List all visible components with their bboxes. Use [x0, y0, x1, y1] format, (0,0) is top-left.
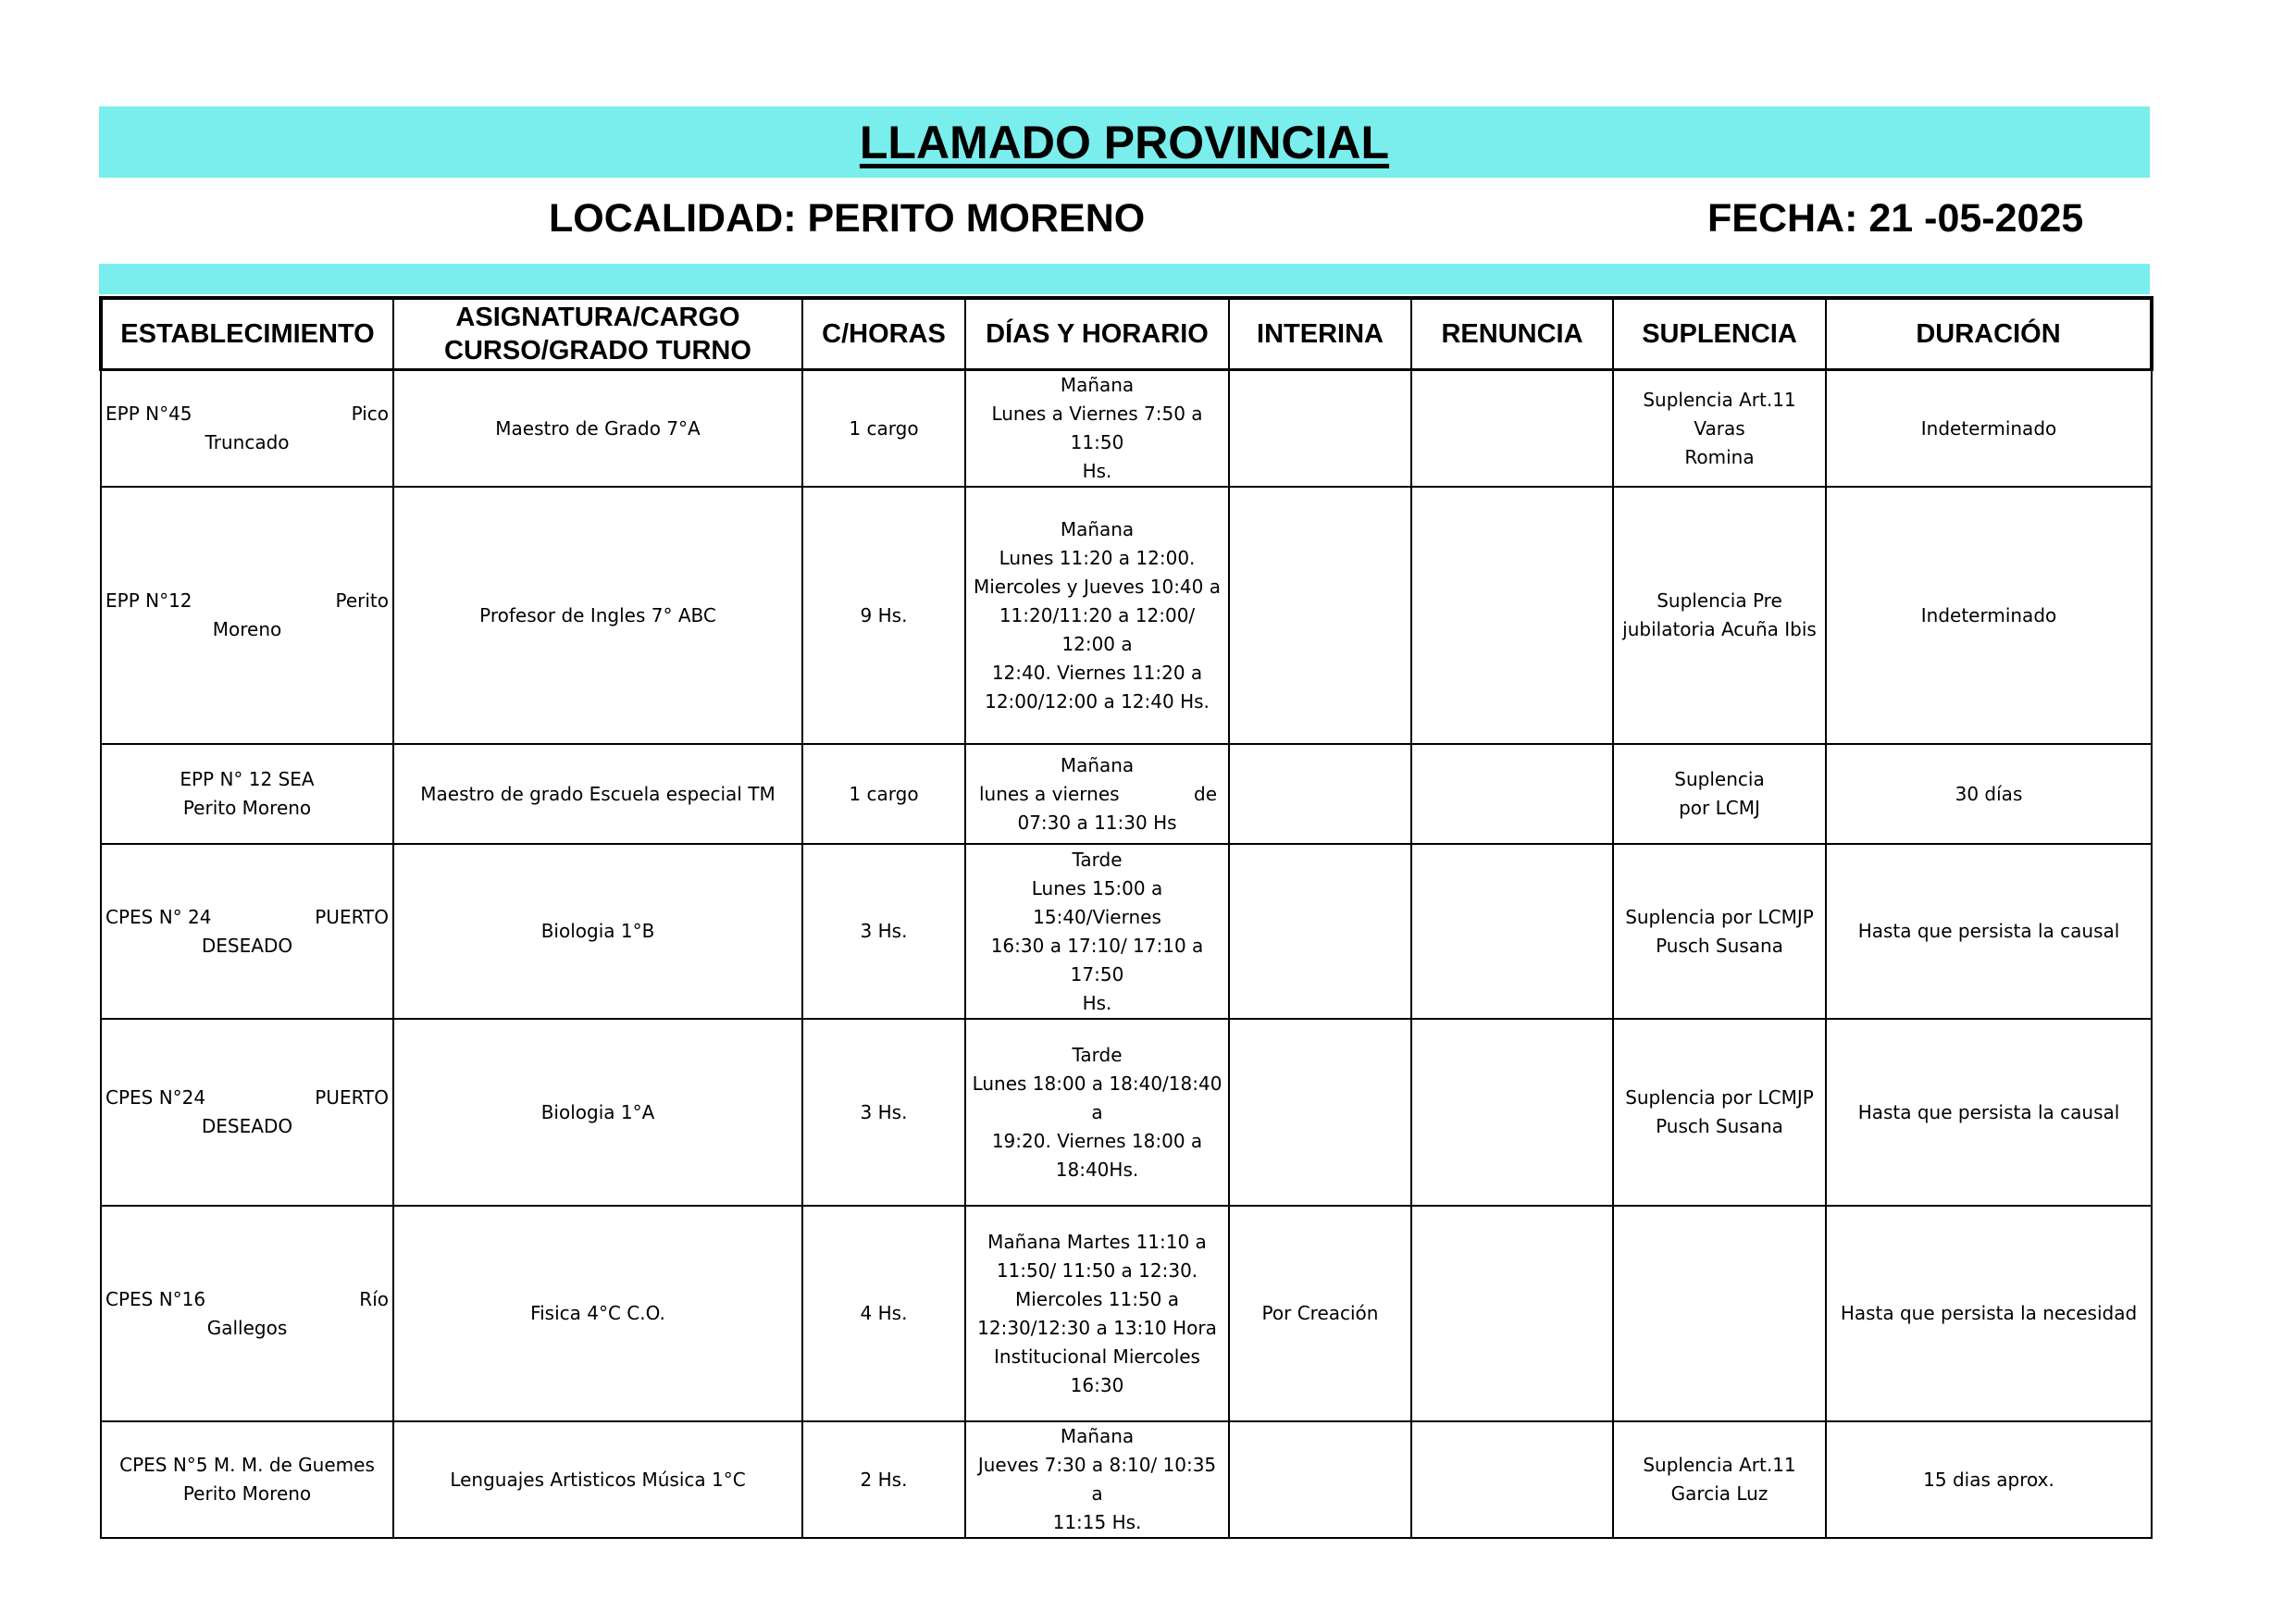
- cell-interina: [1229, 1421, 1411, 1538]
- cell-establecimiento: [101, 844, 393, 1019]
- horario-horas: 07:30 a 11:30 Hs: [1017, 811, 1177, 834]
- cell-interina: [1229, 370, 1411, 488]
- cell-interina: Por Creación: [1229, 1206, 1411, 1421]
- estab-code: EPP N°45: [105, 403, 192, 425]
- cell-duracion: Hasta que persista la causal: [1826, 844, 2152, 1019]
- estab-code: EPP N°12: [105, 589, 192, 612]
- table-row: [101, 744, 2152, 844]
- cell-interina: [1229, 744, 1411, 844]
- cell-asignatura: Maestro de Grado 7°A: [393, 370, 802, 488]
- estab-code: CPES N°24: [105, 1086, 206, 1109]
- estab-city-part: Río: [359, 1287, 389, 1310]
- table-row: [101, 844, 2152, 1019]
- cell-horario: Tarde Lunes 18:00 a 18:40/18:40 a 19:20. Viernes 18:00 a 18:40Hs.: [965, 1019, 1229, 1206]
- estab-code: CPES N°16: [105, 1287, 206, 1310]
- cell-suplencia: Suplencia por LCMJP Pusch Susana: [1613, 844, 1826, 1019]
- cell-horas: 2 Hs.: [802, 1421, 965, 1538]
- cell-horario: [965, 744, 1229, 844]
- table-row: [101, 1019, 2152, 1206]
- cell-duracion: Indeterminado: [1826, 487, 2152, 744]
- cell-asignatura: Maestro de grado Escuela especial TM: [393, 744, 802, 844]
- cell-establecimiento: [101, 1206, 393, 1421]
- cell-horas: 3 Hs.: [802, 844, 965, 1019]
- cell-asignatura: Profesor de Ingles 7° ABC: [393, 487, 802, 744]
- col-header-interina: INTERINA: [1229, 298, 1411, 370]
- header-row: [99, 185, 2150, 259]
- page-title: LLAMADO PROVINCIAL: [859, 116, 1390, 168]
- cell-horario: Mañana Jueves 7:30 a 8:10/ 10:35 a 11:15 Hs.: [965, 1421, 1229, 1538]
- estab-city-part: DESEADO: [201, 1115, 293, 1137]
- cell-horario: Mañana Lunes 11:20 a 12:00. Miercoles y Jueves 10:40 a 11:20/11:20 a 12:00/ 12:00 a 12:40. Viernes 11:20 a 12:00/12:00 a 12:40 Hs.: [965, 487, 1229, 744]
- cell-horas: 1 cargo: [802, 744, 965, 844]
- cell-interina: [1229, 844, 1411, 1019]
- fecha-label: FECHA: 21 -05-2025: [1707, 196, 2084, 241]
- estab-city-part: DESEADO: [201, 934, 293, 957]
- cell-suplencia: Suplencia Pre jubilatoria Acuña Ibis: [1613, 487, 1826, 744]
- cell-interina: [1229, 1019, 1411, 1206]
- estab-city-part: Pico: [351, 403, 389, 425]
- cell-interina: [1229, 487, 1411, 744]
- estab-city-part: PUERTO: [315, 905, 389, 928]
- cell-suplencia: Suplencia Art.11 Varas Romina: [1613, 370, 1826, 488]
- cell-suplencia: Suplencia por LCMJP Pusch Susana: [1613, 1019, 1826, 1206]
- cell-establecimiento: CPES N°5 M. M. de Guemes Perito Moreno: [101, 1421, 393, 1538]
- cell-duracion: Hasta que persista la necesidad: [1826, 1206, 2152, 1421]
- col-header-horario: DÍAS Y HORARIO: [965, 298, 1229, 370]
- cell-duracion: Hasta que persista la causal: [1826, 1019, 2152, 1206]
- cell-renuncia: [1411, 1421, 1613, 1538]
- col-header-asignatura: ASIGNATURA/CARGO CURSO/GRADO TURNO: [393, 298, 802, 370]
- cell-establecimiento: [101, 370, 393, 488]
- cell-asignatura: Lenguajes Artisticos Música 1°C: [393, 1421, 802, 1538]
- localidad-label: LOCALIDAD: PERITO MORENO: [549, 196, 1146, 241]
- horario-turno: Mañana: [1060, 753, 1135, 776]
- cell-duracion: 15 dias aprox.: [1826, 1421, 2152, 1538]
- cell-duracion: 30 días: [1826, 744, 2152, 844]
- cell-renuncia: [1411, 844, 1613, 1019]
- cell-renuncia: [1411, 1019, 1613, 1206]
- llamado-table: [99, 296, 2153, 1539]
- cell-establecimiento: [101, 1019, 393, 1206]
- cell-horas: 9 Hs.: [802, 487, 965, 744]
- col-header-horas: C/HORAS: [802, 298, 965, 370]
- estab-city-part: PUERTO: [315, 1086, 389, 1109]
- cell-asignatura: Fisica 4°C C.O.: [393, 1206, 802, 1421]
- cell-horas: 4 Hs.: [802, 1206, 965, 1421]
- col-header-duracion: DURACIÓN: [1826, 298, 2152, 370]
- col-header-establecimiento: ESTABLECIMIENTO: [101, 298, 393, 370]
- cell-asignatura: Biologia 1°A: [393, 1019, 802, 1206]
- cell-renuncia: [1411, 370, 1613, 488]
- estab-city-part: Truncado: [205, 431, 290, 453]
- horario-de: de: [1194, 782, 1217, 805]
- cell-renuncia: [1411, 1206, 1613, 1421]
- cell-renuncia: [1411, 487, 1613, 744]
- cell-suplencia: Suplencia por LCMJ: [1613, 744, 1826, 844]
- estab-city-part: Moreno: [212, 618, 282, 640]
- col-header-suplencia: SUPLENCIA: [1613, 298, 1826, 370]
- cell-asignatura: Biologia 1°B: [393, 844, 802, 1019]
- cell-duracion: Indeterminado: [1826, 370, 2152, 488]
- cell-horario: Mañana Lunes a Viernes 7:50 a 11:50 Hs.: [965, 370, 1229, 488]
- table-row: [101, 487, 2152, 744]
- estab-city-part: Perito: [335, 589, 389, 612]
- table-row: [101, 370, 2152, 488]
- title-bar: [99, 106, 2150, 178]
- cell-horario: Tarde Lunes 15:00 a 15:40/Viernes 16:30 a 17:10/ 17:10 a 17:50 Hs.: [965, 844, 1229, 1019]
- table-header-row: [101, 298, 2152, 370]
- estab-code: CPES N° 24: [105, 905, 212, 928]
- cell-establecimiento: [101, 487, 393, 744]
- table-row: [101, 1206, 2152, 1421]
- col-header-renuncia: RENUNCIA: [1411, 298, 1613, 370]
- cell-establecimiento: EPP N° 12 SEA Perito Moreno: [101, 744, 393, 844]
- cell-renuncia: [1411, 744, 1613, 844]
- cell-horas: 3 Hs.: [802, 1019, 965, 1206]
- cell-horario: Mañana Martes 11:10 a 11:50/ 11:50 a 12:30. Miercoles 11:50 a 12:30/12:30 a 13:10 Hora Institucional Miercoles 16:30: [965, 1206, 1229, 1421]
- cyan-divider-band: [99, 264, 2150, 294]
- estab-city-part: Gallegos: [206, 1316, 288, 1339]
- cell-suplencia: [1613, 1206, 1826, 1421]
- cell-suplencia: Suplencia Art.11 Garcia Luz: [1613, 1421, 1826, 1538]
- cell-horas: 1 cargo: [802, 370, 965, 488]
- table-row: [101, 1421, 2152, 1538]
- horario-dias: lunes a viernes: [979, 782, 1120, 805]
